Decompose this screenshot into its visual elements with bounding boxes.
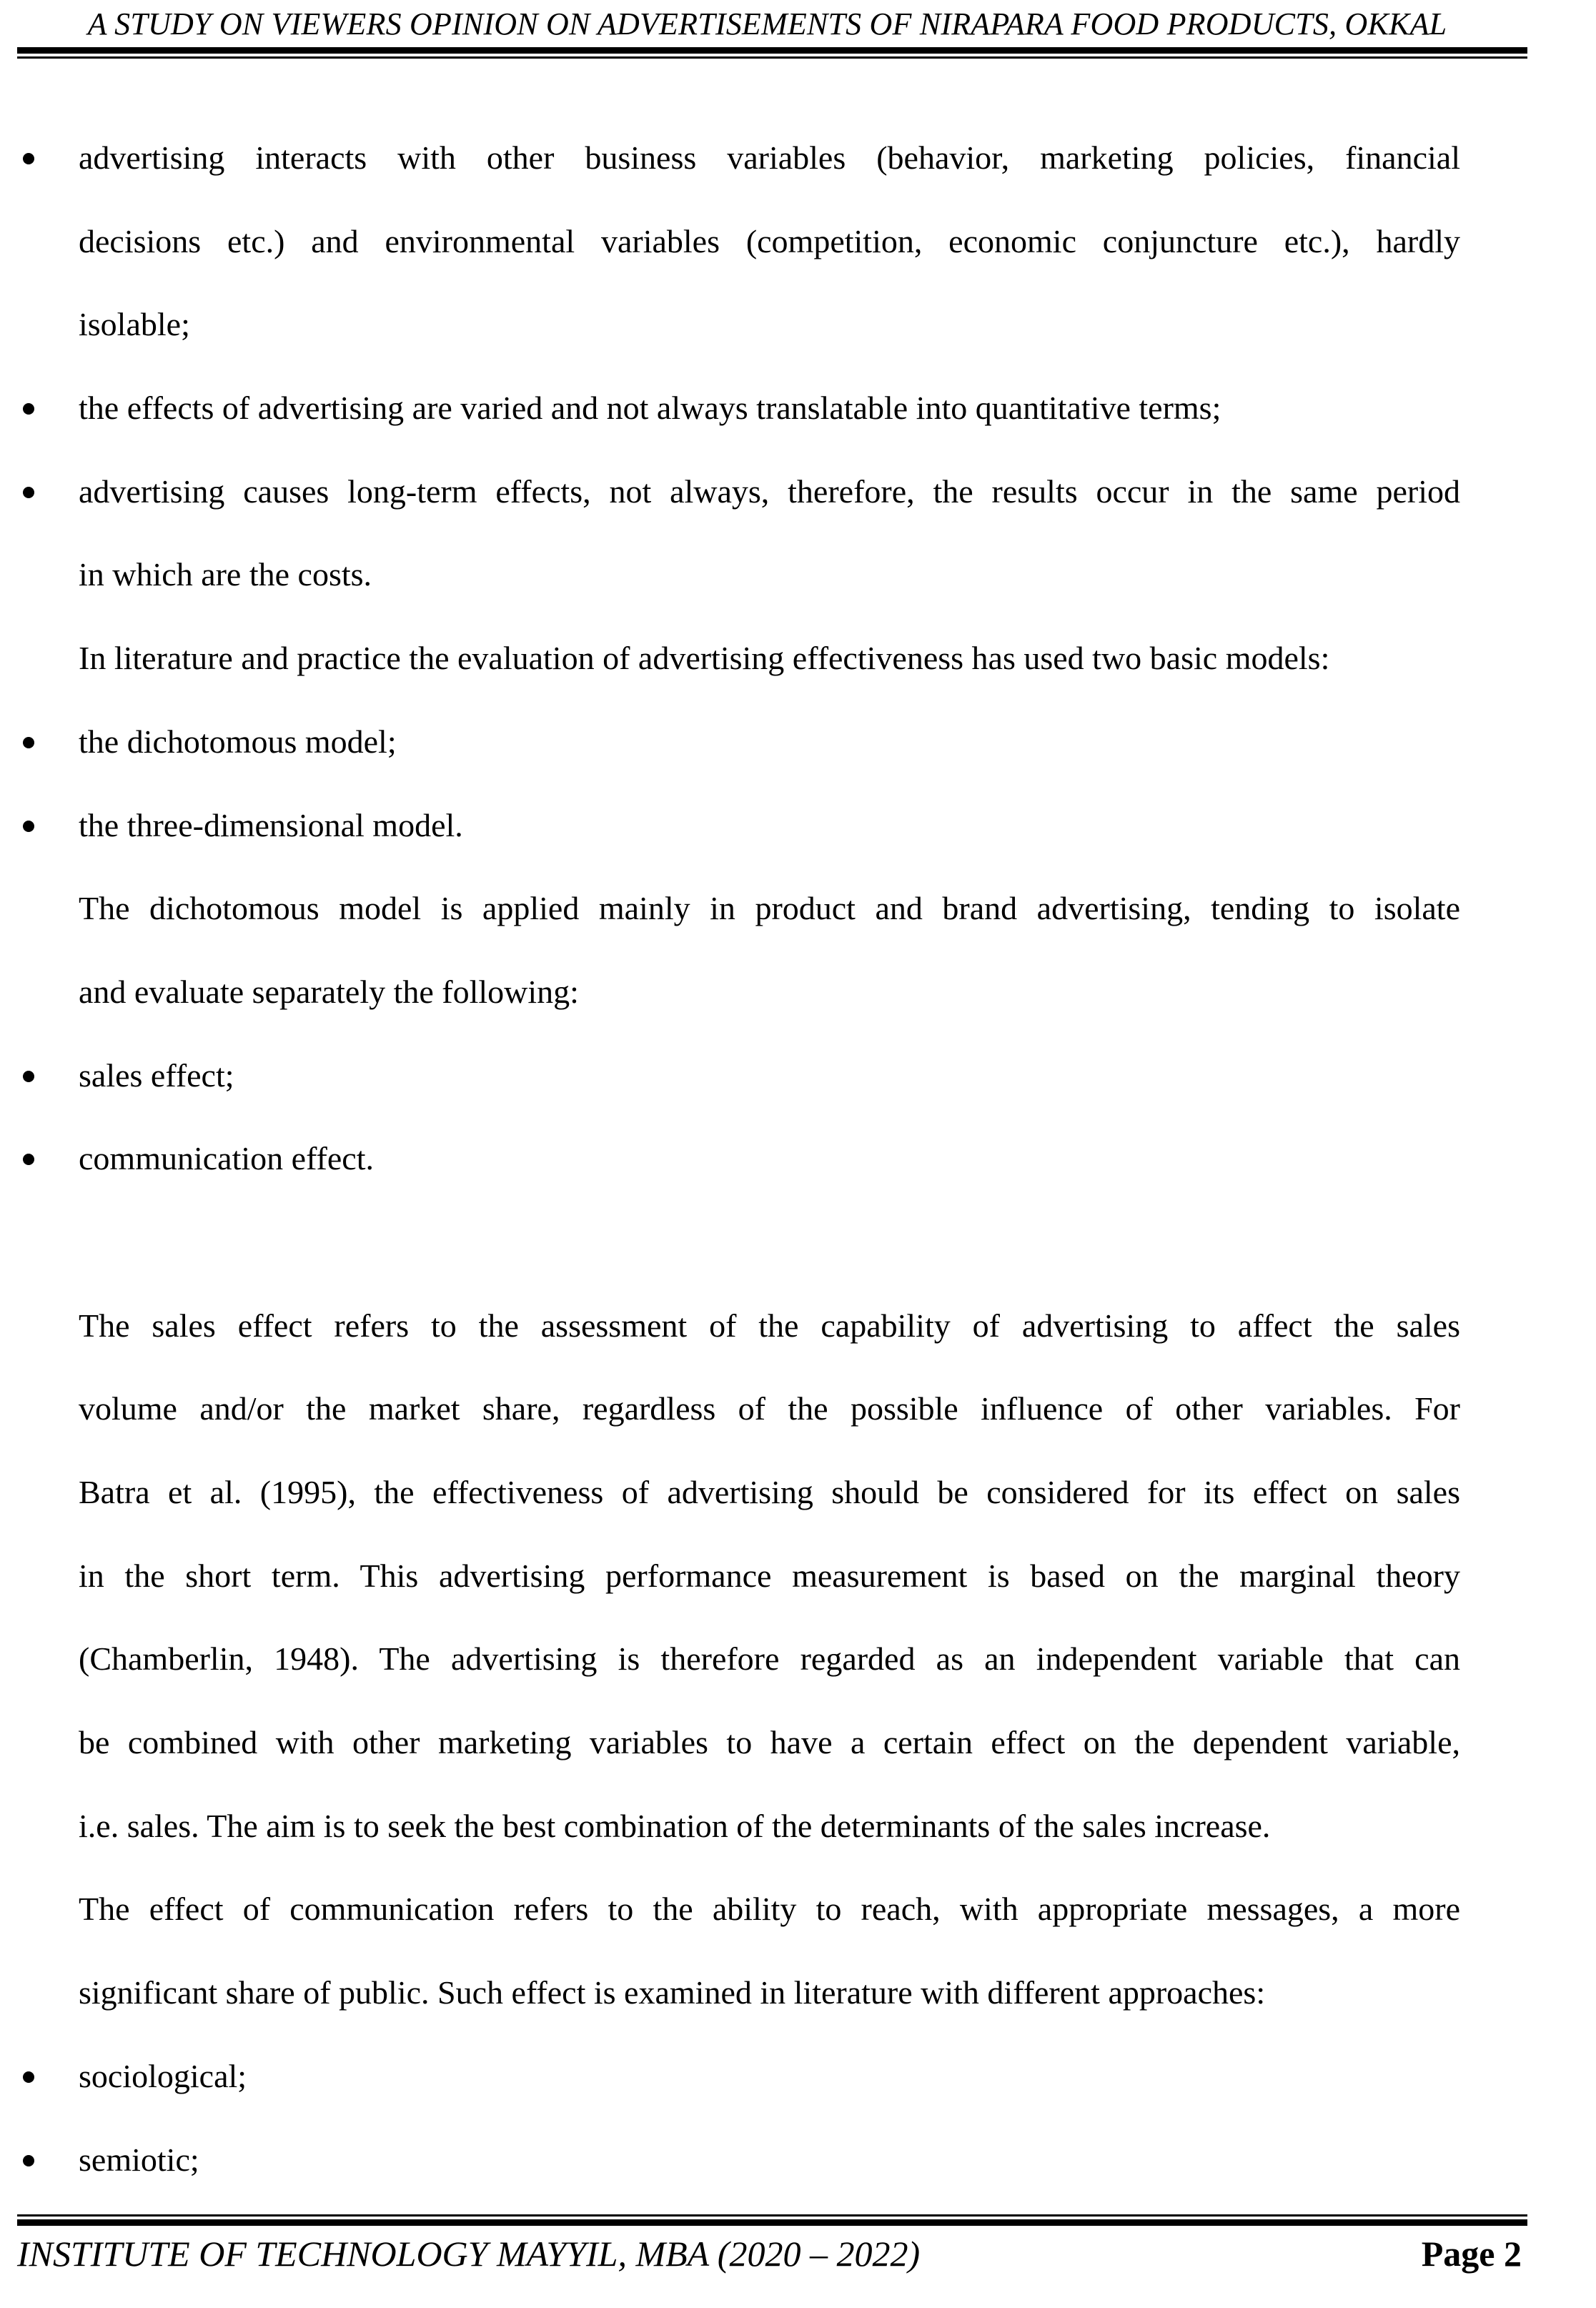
body-text-line: In literature and practice the evaluation of advertising effectiveness has used two basic models: xyxy=(79,640,1330,677)
bullet-dot-icon xyxy=(23,2071,34,2083)
text-line xyxy=(0,1785,1596,1868)
bullet-item-line xyxy=(0,450,1596,534)
body-text-line: The sales effect refers to the assessment of the capability of advertising to affect the sales xyxy=(79,1307,1460,1344)
body-text-line: i.e. sales. The aim is to seek the best combination of the determinants of the sales increase. xyxy=(79,1807,1271,1844)
text-line xyxy=(0,1701,1596,1785)
page-footer xyxy=(0,2214,1596,2308)
text-line xyxy=(0,951,1596,1034)
text-line xyxy=(0,533,1596,617)
body-text-line: volume and/or the market share, regardless of the possible influence of other variables. For xyxy=(79,1390,1460,1427)
header-rule-thin xyxy=(17,56,1527,59)
body-text-line: the three-dimensional model. xyxy=(79,806,463,843)
body-text-line: in the short term. This advertising performance measurement is based on the marginal theory xyxy=(79,1557,1460,1594)
body-text-line: advertising causes long-term effects, not always, therefore, the results occur in the same period xyxy=(79,472,1460,510)
bullet-item-line xyxy=(0,2119,1596,2202)
text-line xyxy=(0,200,1596,284)
running-header-title: A STUDY ON VIEWERS OPINION ON ADVERTISEMENTS OF NIRAPARA FOOD PRODUCTS, OKKAL xyxy=(87,6,1447,41)
bullet-dot-icon xyxy=(23,153,34,164)
body-text-line: sales effect; xyxy=(79,1056,234,1094)
footer-rule-thick xyxy=(17,2219,1527,2226)
body-text-line: be combined with other marketing variables to have a certain effect on the dependent variable, xyxy=(79,1724,1460,1761)
bullet-item-line xyxy=(0,1034,1596,1118)
header-rule-thick xyxy=(17,47,1527,54)
bullet-item-line xyxy=(0,784,1596,868)
page-header xyxy=(0,0,1596,60)
text-line xyxy=(0,1367,1596,1451)
text-line xyxy=(0,1284,1596,1368)
footer-institute: INSTITUTE OF TECHNOLOGY MAYYIL, MBA (2020 – 2022) xyxy=(17,2234,921,2274)
text-line xyxy=(0,1451,1596,1535)
body-text-line: the dichotomous model; xyxy=(79,723,397,760)
text-line xyxy=(0,1951,1596,2035)
bullet-dot-icon xyxy=(23,2155,34,2166)
bullet-dot-icon xyxy=(23,1071,34,1082)
bullet-dot-icon xyxy=(23,487,34,498)
body-text-line: in which are the costs. xyxy=(79,556,372,593)
page-body xyxy=(0,117,1596,2201)
bullet-dot-icon xyxy=(23,821,34,832)
page-number: Page 2 xyxy=(1421,2234,1522,2274)
text-line xyxy=(0,867,1596,951)
bullet-item-line xyxy=(0,1117,1596,1201)
text-line xyxy=(0,1618,1596,1701)
text-line xyxy=(0,1535,1596,1618)
body-text-line: the effects of advertising are varied and not always translatable into quantitative terms; xyxy=(79,390,1221,427)
blank-line xyxy=(0,1201,1596,1284)
text-line xyxy=(0,617,1596,700)
body-text-line: decisions etc.) and environmental variables (competition, economic conjuncture etc.), hardly xyxy=(79,222,1460,259)
body-text-line: communication effect. xyxy=(79,1140,374,1177)
body-text-line: The dichotomous model is applied mainly in product and brand advertising, tending to isolate xyxy=(79,890,1460,927)
body-text-line: The effect of communication refers to the ability to reach, with appropriate messages, a more xyxy=(79,1891,1460,1928)
body-text-line: semiotic; xyxy=(79,2141,199,2178)
bullet-item-line xyxy=(0,2035,1596,2119)
body-text-line: advertising interacts with other business variables (behavior, marketing policies, financial xyxy=(79,139,1460,176)
bullet-item-line xyxy=(0,117,1596,200)
body-text-line: and evaluate separately the following: xyxy=(79,973,579,1010)
bullet-dot-icon xyxy=(23,1154,34,1165)
bullet-dot-icon xyxy=(23,737,34,748)
bullet-item-line xyxy=(0,367,1596,450)
footer-rule-thin xyxy=(17,2214,1527,2217)
text-line xyxy=(0,1868,1596,1951)
body-text-line: significant share of public. Such effect is examined in literature with different approaches: xyxy=(79,1974,1266,2011)
body-text-line: isolable; xyxy=(79,306,190,343)
body-text-line: sociological; xyxy=(79,2057,247,2094)
body-text-line: Batra et al. (1995), the effectiveness of advertising should be considered for its effect on sales xyxy=(79,1474,1460,1510)
text-line xyxy=(0,283,1596,367)
bullet-item-line xyxy=(0,700,1596,784)
body-text-line: (Chamberlin, 1948). The advertising is therefore regarded as an independent variable that can xyxy=(79,1640,1460,1678)
bullet-dot-icon xyxy=(23,403,34,415)
